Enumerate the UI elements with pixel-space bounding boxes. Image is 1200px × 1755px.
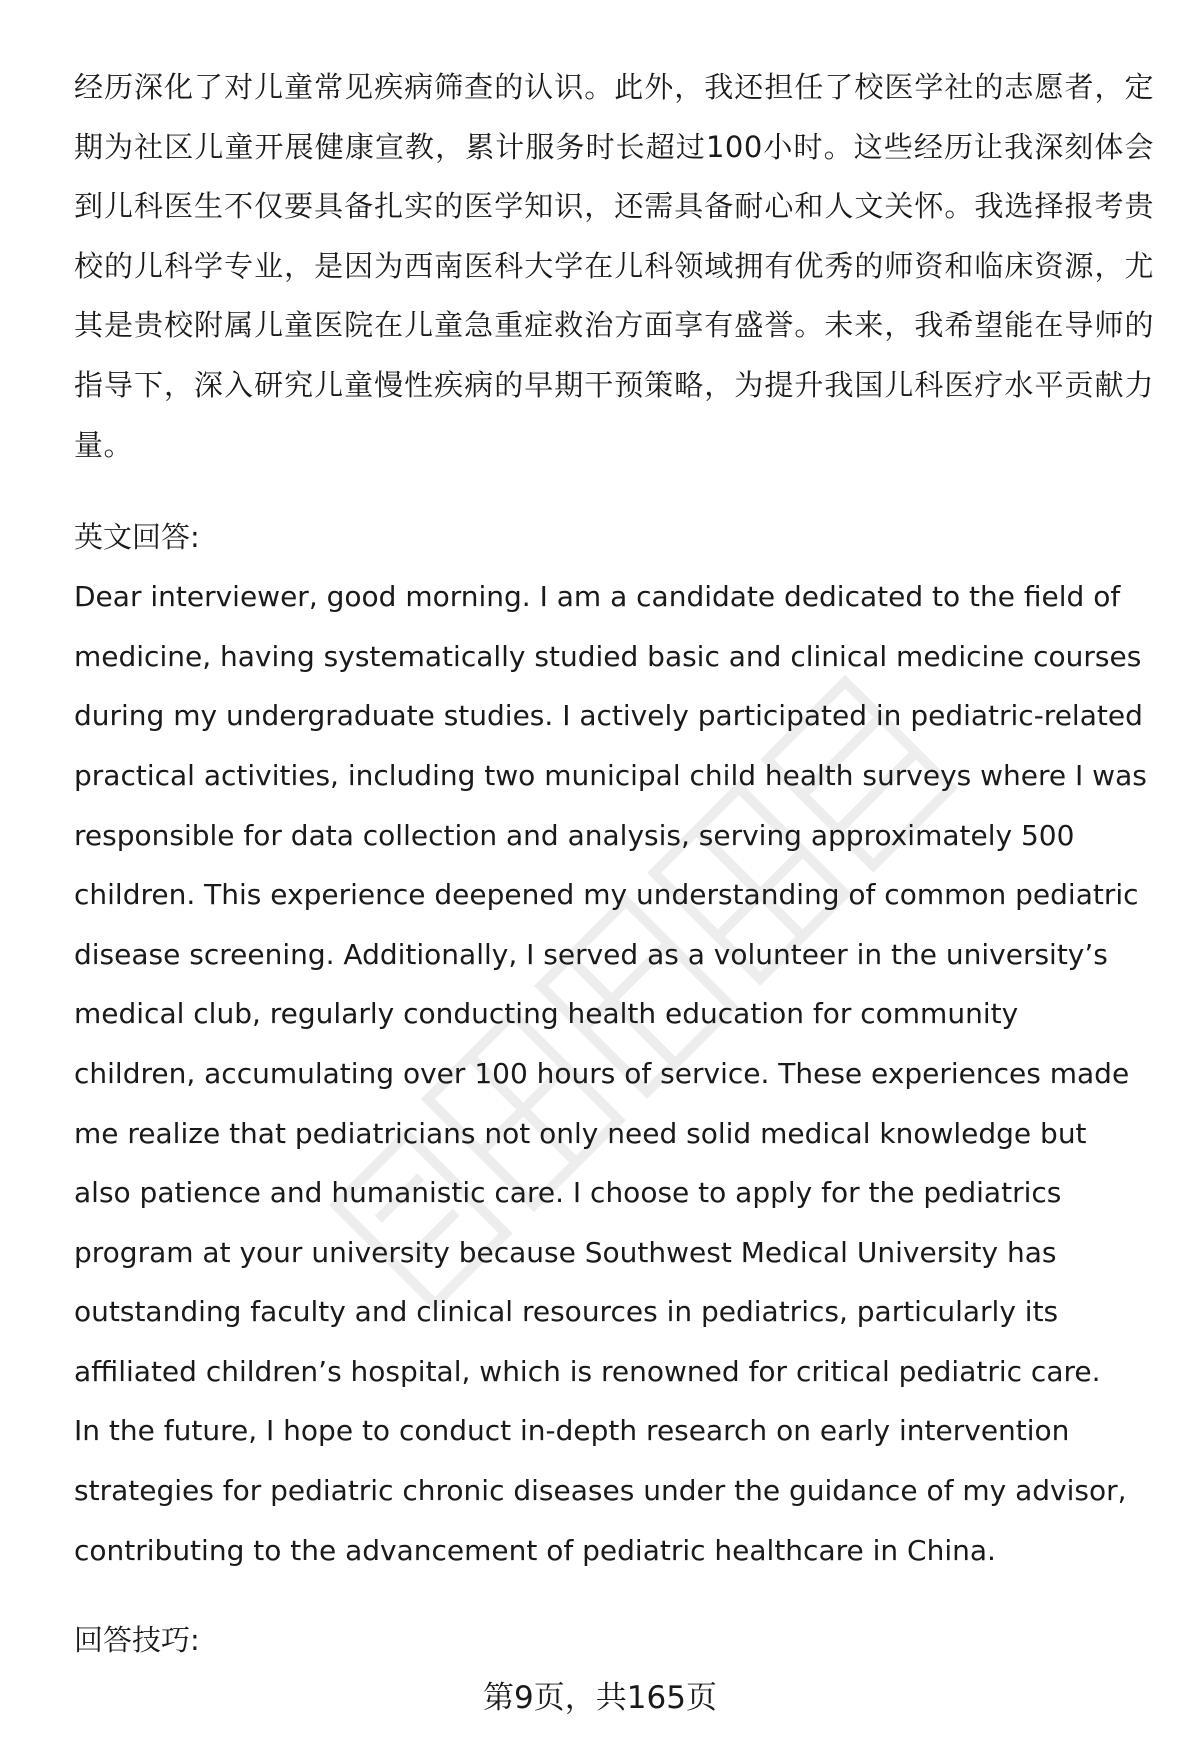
english-answer-line: children, accumulating over 100 hours of service. These experiences made — [74, 1056, 1130, 1090]
english-answer-heading: 英文回答: — [74, 520, 200, 555]
english-answer-line: children. This experience deepened my understanding of common pediatric — [74, 878, 1139, 912]
page-number-footer: 第9页，共165页 — [483, 1680, 717, 1716]
english-answer-line: Dear interviewer, good morning. I am a candidate dedicated to the field of — [74, 580, 1121, 614]
english-answer-paragraph — [74, 567, 1154, 1580]
english-answer-line: program at your university because Southwest Medical University has — [74, 1235, 1057, 1269]
english-answer-line: me realize that pediatricians not only need solid medical knowledge but — [74, 1116, 1087, 1150]
english-answer-line: during my undergraduate studies. I actively participated in pediatric-related — [74, 699, 1143, 733]
content-area — [74, 58, 1154, 1670]
english-answer-line: disease screening. Additionally, I served as a volunteer in the university’s — [74, 937, 1108, 971]
english-answer-line: also patience and humanistic care. I choose to apply for the pediatrics — [74, 1176, 1062, 1210]
english-answer-line: medicine, having systematically studied basic and clinical medicine courses — [74, 639, 1142, 673]
english-answer-line: outstanding faculty and clinical resources in pediatrics, particularly its — [74, 1295, 1059, 1329]
english-answer-line: practical activities, including two municipal child health surveys where I was — [74, 758, 1147, 792]
chinese-answer-paragraph: 经历深化了对儿童常见疾病筛查的认识。此外，我还担任了校医学社的志愿者，定期为社区儿童开展健康宣教，累计服务时长超过100小时。这些经历让我深刻体会到儿科医生不仅要具备扎实的医学知识，还需具备耐心和人文关怀。我选择报考贵校的儿科学专业，是因为西南医科大学在儿科领域拥有优秀的师资和临床资源，尤其是贵校附属儿童医院在儿童急重症救治方面享有盛誉。未来，我希望能在导师的指导下，深入研究儿童慢性疾病的早期干预策略，为提升我国儿科医疗水平贡献力量。 — [74, 70, 1154, 462]
english-answer-line: contributing to the advancement of pediatric healthcare in China. — [74, 1533, 996, 1567]
english-answer-line: affiliated children’s hospital, which is renowned for critical pediatric care. — [74, 1354, 1101, 1388]
english-answer-line: strategies for pediatric chronic diseases under the guidance of my advisor, — [74, 1474, 1127, 1508]
english-answer-line: responsible for data collection and analysis, serving approximately 500 — [74, 818, 1075, 852]
english-answer-line: medical club, regularly conducting health education for community — [74, 997, 1019, 1031]
answer-tips-heading: 回答技巧: — [74, 1623, 200, 1658]
english-answer-line: In the future, I hope to conduct in-depth research on early intervention — [74, 1414, 1070, 1448]
